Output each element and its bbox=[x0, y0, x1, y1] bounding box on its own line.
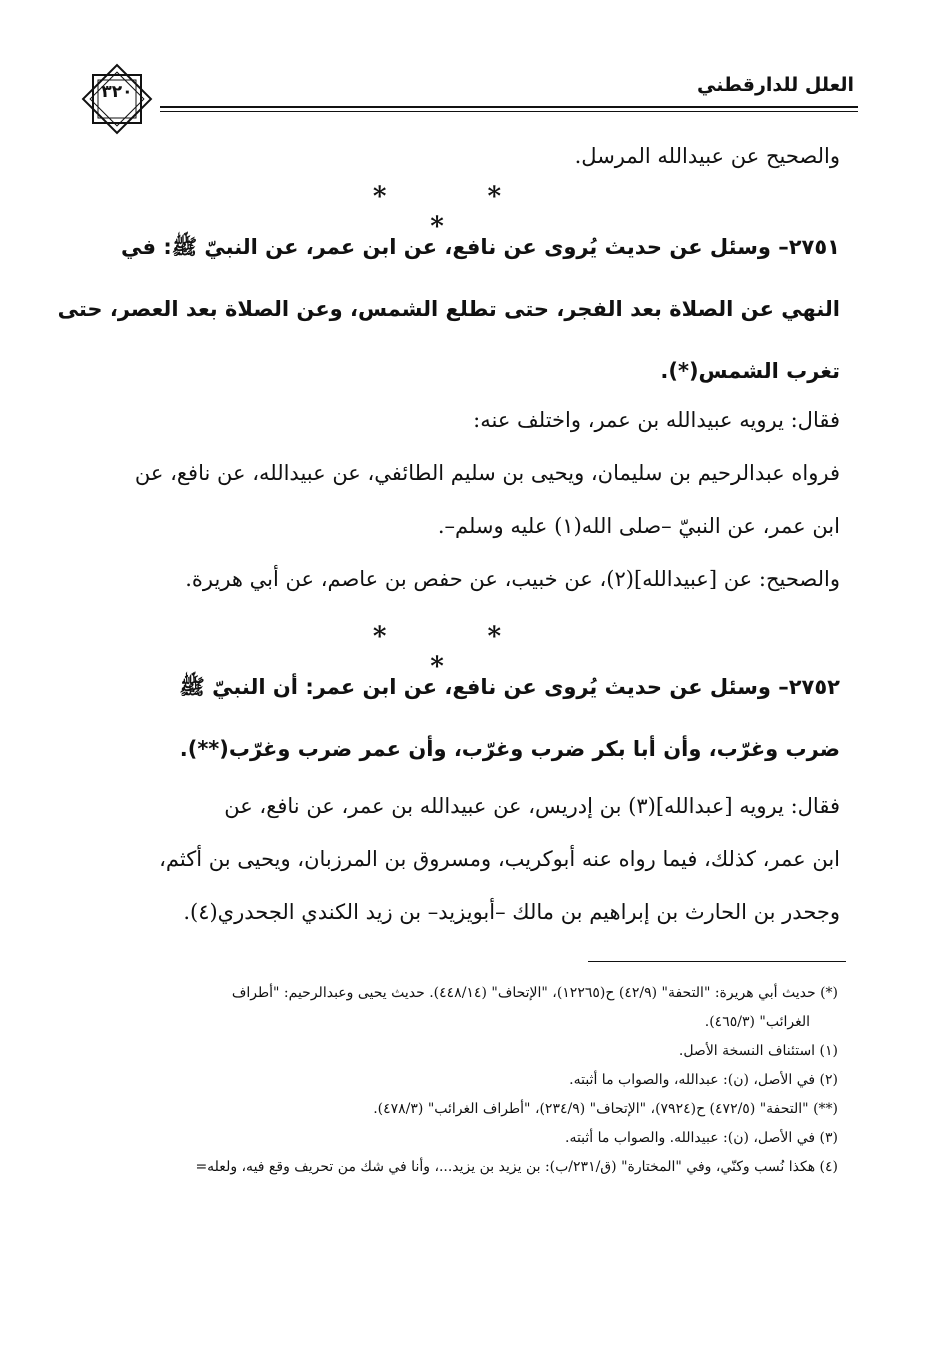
text-line: ابن عمر، عن النبيّ –صلى الله(١) عليه وسلم–. bbox=[437, 514, 840, 538]
heading-line: ٢٧٥٢– وسئل عن حديث يُروى عن نافع، عن ابن عمر: أن النبيّ ﷺ bbox=[179, 675, 840, 699]
text-line: والصحيح: عن [عبيدالله](٢)، عن خبيب، عن حفص بن عاصم، عن أبي هريرة. bbox=[185, 567, 840, 591]
page-number: ٣٢٠ bbox=[101, 82, 133, 102]
section-separator: * * * bbox=[372, 622, 548, 682]
question-2752-heading bbox=[72, 656, 840, 780]
footnote-continuation: الغرائب" (٤٦٥/٣). bbox=[704, 1014, 810, 1030]
text-line: ابن عمر، كذلك، فيما رواه عنه أبوكريب، ومسروق بن المرزبان، ويحيى بن أكثم، bbox=[159, 847, 840, 871]
footnote: (٤) هكذا نُسب وكنّي، وفي "المختارة" (ق/٢٣١/ب): بن يزيد بن يزيد...، وأنا في شك من تحريف وقع فيه، ولعله= bbox=[195, 1159, 838, 1175]
text-line: فرواه عبدالرحيم بن سليمان، ويحيى بن سليم الطائفي، عن عبيدالله، عن نافع، عن bbox=[134, 461, 840, 485]
footnote-separator bbox=[588, 961, 846, 962]
heading-line: ضرب وغرّب، وأن أبا بكر ضرب وغرّب، وأن عمر ضرب وغرّب(**). bbox=[179, 737, 840, 761]
header-rule bbox=[160, 106, 858, 108]
footnote: (٢) في الأصل، (ن): عبدالله، والصواب ما أثبته. bbox=[569, 1072, 838, 1088]
header-rule-thin bbox=[160, 111, 858, 112]
footnote: (١) استئناف النسخة الأصل. bbox=[678, 1043, 838, 1059]
answer-2752 bbox=[72, 780, 840, 939]
text-line: والصحيح عن عبيدالله المرسل. bbox=[574, 144, 840, 168]
intro-paragraph bbox=[72, 130, 840, 183]
page-number-badge bbox=[80, 62, 154, 136]
heading-line: النهي عن الصلاة بعد الفجر، حتى تطلع الشمس، وعن الصلاة بعد العصر، حتى bbox=[57, 297, 840, 321]
page-header bbox=[60, 66, 858, 122]
text-line: فقال: يرويه عبيدالله بن عمر، واختلف عنه: bbox=[473, 408, 840, 432]
text-line: وجحدر بن الحارث بن إبراهيم بن مالك –أبويزيد– بن زيد الكندي الجحدري(٤). bbox=[183, 900, 840, 924]
heading-line: ٢٧٥١– وسئل عن حديث يُروى عن نافع، عن ابن عمر، عن النبيّ ﷺ: في bbox=[121, 235, 840, 259]
footnote: (٣) في الأصل، (ن): عبيدالله. والصواب ما أثبته. bbox=[565, 1130, 838, 1146]
heading-line: تغرب الشمس(*). bbox=[660, 359, 840, 383]
footnotes bbox=[70, 979, 838, 1182]
footnote: (*) حديث أبي هريرة: "التحفة" (٤٢/٩) ح(١٢٢٦٥)، "الإتحاف" (٤٤٨/١٤). حديث يحيى وعبدالرحيم: "أطراف bbox=[231, 985, 838, 1001]
answer-2751 bbox=[72, 394, 840, 606]
text-line: فقال: يرويه [عبدالله](٣) بن إدريس، عن عبيدالله بن عمر، عن نافع، عن bbox=[224, 794, 840, 818]
question-2751-heading bbox=[57, 216, 840, 402]
running-title: العلل للدارقطني bbox=[697, 74, 854, 96]
section-separator: * * * bbox=[372, 182, 548, 242]
footnote: (**) "التحفة" (٤٧٢/٥) ح(٧٩٢٤)، "الإتحاف" (٢٣٤/٩)، "أطراف الغرائب" (٤٧٨/٣). bbox=[373, 1101, 838, 1117]
